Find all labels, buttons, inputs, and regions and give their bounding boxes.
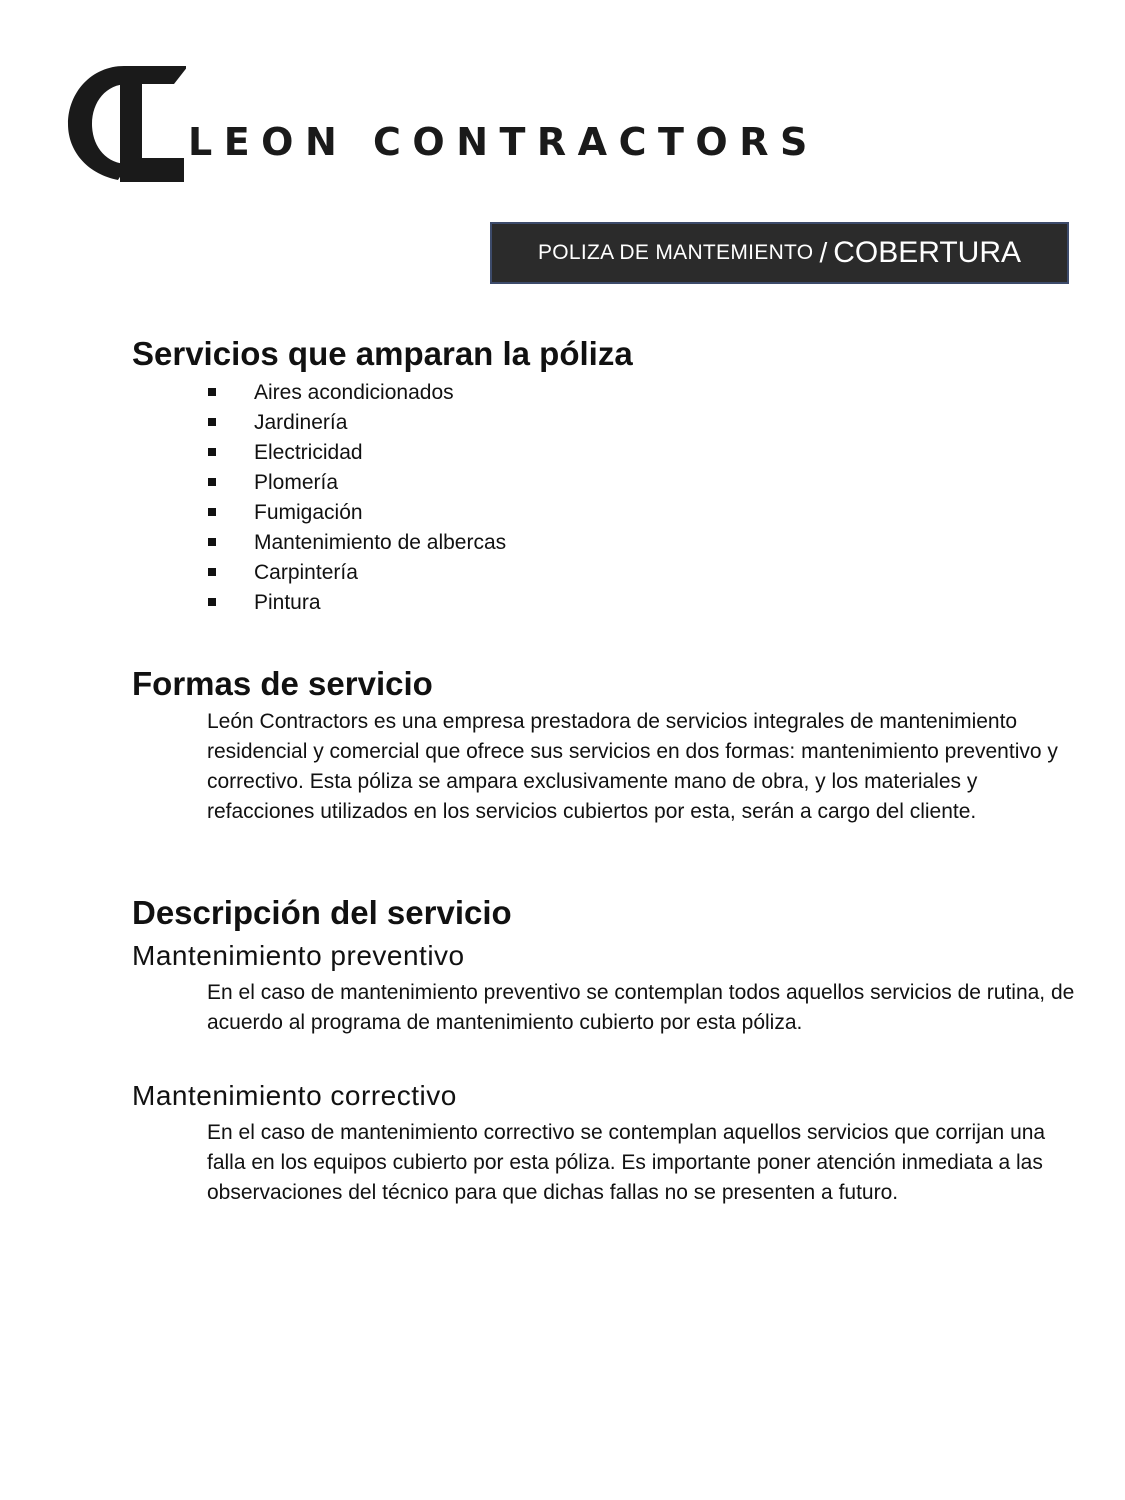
service-label: Plomería (254, 471, 339, 494)
service-label: Electricidad (254, 441, 363, 464)
corrective-paragraph: En el caso de mantenimiento correctivo se contemplan aquellos servicios que corrijan una falla en los equipos cubierto por esta póliza. Es importante poner atención inmediata a las observaciones del técnico para que dichas fallas no se presenten a futuro. (207, 1121, 1046, 1204)
square-bullet-icon (208, 418, 216, 426)
banner-title: COBERTURA (833, 236, 1022, 269)
service-label: Jardinería (254, 411, 348, 434)
preventive-paragraph: En el caso de mantenimiento preventivo se contemplan todos aquellos servicios de rutina, de acuerdo al programa de mantenimiento cubierto por esta póliza. (207, 981, 1075, 1034)
list-item (0, 408, 506, 438)
list-item (0, 588, 506, 618)
preventive-subheading: Mantenimiento preventivo (132, 940, 465, 971)
square-bullet-icon (208, 478, 216, 486)
banner-subtitle: POLIZA DE MANTEMIENTO (537, 241, 814, 264)
document-banner (490, 222, 1069, 284)
square-bullet-icon (208, 598, 216, 606)
list-item (0, 528, 506, 558)
forms-heading: Formas de servicio (132, 665, 433, 702)
square-bullet-icon (208, 568, 216, 576)
service-label: Fumigación (254, 501, 363, 524)
square-bullet-icon (208, 508, 216, 516)
service-label: Pintura (254, 591, 321, 614)
list-item (0, 378, 506, 408)
square-bullet-icon (208, 448, 216, 456)
services-list (0, 378, 506, 618)
corrective-subheading: Mantenimiento correctivo (132, 1080, 457, 1111)
logo-wordmark: LEON CONTRACTORS (188, 120, 819, 164)
service-label: Carpintería (254, 561, 358, 584)
description-heading: Descripción del servicio (132, 894, 512, 931)
square-bullet-icon (208, 388, 216, 396)
square-bullet-icon (208, 538, 216, 546)
list-item (0, 468, 506, 498)
list-item (0, 438, 506, 468)
service-label: Aires acondicionados (254, 381, 454, 404)
forms-paragraph: León Contractors es una empresa prestadora de servicios integrales de mantenimiento residencial y comercial que ofrece sus servicios en dos formas: mantenimiento preventivo y correctivo. Esta póliza se ampara exclusivamente mano de obra, y los materiales y refacciones utilizados en los servicios cubiertos por esta, serán a cargo del cliente. (207, 710, 1058, 823)
service-label: Mantenimiento de albercas (254, 531, 507, 554)
company-logo (66, 62, 856, 187)
banner-separator: / (819, 237, 828, 268)
cl-monogram-icon (66, 62, 186, 187)
list-item (0, 498, 506, 528)
list-item (0, 558, 506, 588)
services-heading: Servicios que amparan la póliza (132, 335, 633, 372)
